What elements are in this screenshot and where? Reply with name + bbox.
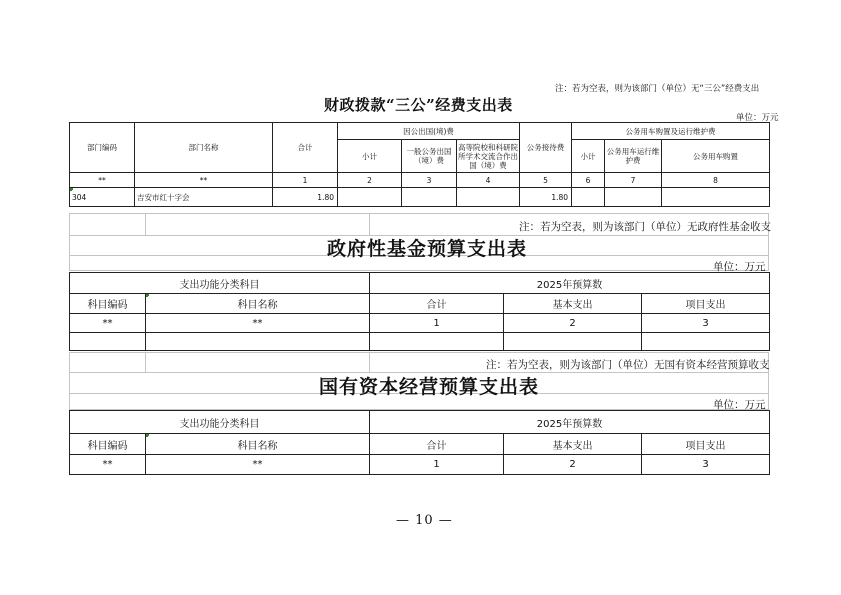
- table2-title: 政府性基金预算支出表: [327, 238, 528, 260]
- header-subtotal: 小计: [338, 140, 402, 173]
- header-budget-group: 2025年预算数: [370, 273, 770, 294]
- cell-marker-icon: [146, 434, 149, 437]
- index-cell: 1: [273, 173, 338, 188]
- header-subject-name: 科目名称: [146, 294, 370, 314]
- index-cell: 2: [504, 455, 642, 475]
- table-row-empty: [70, 333, 770, 351]
- table3-state-capital: [69, 410, 770, 475]
- table-row-data: [70, 188, 770, 207]
- index-cell: **: [135, 173, 273, 188]
- index-cell: 2: [504, 314, 642, 333]
- table1-note: 注：若为空表，则为该部门（单位）无“三公”经费支出: [555, 84, 760, 94]
- header-subject-name: 科目名称: [146, 434, 370, 455]
- header-total: 合计: [370, 294, 504, 314]
- index-cell: **: [70, 455, 146, 475]
- empty-cell: [642, 333, 770, 351]
- header-total: 合计: [273, 123, 338, 173]
- index-cell: 3: [402, 173, 457, 188]
- cell-academic-abroad: [457, 188, 520, 207]
- index-cell: 1: [370, 314, 504, 333]
- index-cell: 5: [520, 173, 572, 188]
- empty-cell: [370, 333, 504, 351]
- table-row-index: [70, 455, 770, 475]
- cell-vehicle-operation: [605, 188, 662, 207]
- table2-unit: 单位：万元: [713, 261, 766, 273]
- index-cell: **: [70, 173, 135, 188]
- table-row-index: [70, 173, 770, 188]
- index-cell: 3: [642, 455, 770, 475]
- header-general-abroad: 一般公务出国（境）费: [402, 140, 457, 173]
- frame-divider: [369, 352, 370, 372]
- header-func-class: 支出功能分类科目: [70, 273, 370, 294]
- header-project: 项目支出: [642, 434, 770, 455]
- index-cell: **: [70, 314, 146, 333]
- cell-subtotal: [338, 188, 402, 207]
- table1-title: 财政拨款“三公”经费支出表: [324, 96, 513, 114]
- index-cell: 4: [457, 173, 520, 188]
- table3-unit: 单位：万元: [713, 399, 766, 411]
- cell-dept-name: 吉安市红十字会: [135, 188, 273, 207]
- table2-gov-fund: [69, 272, 770, 351]
- table3-title: 国有资本经营预算支出表: [319, 376, 540, 398]
- header-func-class: 支出功能分类科目: [70, 411, 370, 434]
- empty-cell: [504, 333, 642, 351]
- table3-note: 注：若为空表，则为该部门（单位）无国有资本经营预算收支: [486, 359, 770, 371]
- cell-dept-code: 304: [70, 188, 135, 207]
- index-cell: 6: [572, 173, 605, 188]
- table-row-index: [70, 314, 770, 333]
- table2-note: 注：若为空表，则为该部门（单位）无政府性基金收支: [519, 221, 771, 233]
- header-vehicle-purchase: 公务用车购置: [662, 140, 770, 173]
- page-number: — 10 —: [396, 513, 453, 528]
- header-budget-group: 2025年预算数: [370, 411, 770, 434]
- index-cell: 3: [642, 314, 770, 333]
- header-vehicle-operation: 公务用车运行维护费: [605, 140, 662, 173]
- header-basic: 基本支出: [504, 294, 642, 314]
- index-cell: **: [146, 314, 370, 333]
- table1-sangong: [69, 122, 770, 207]
- index-cell: 7: [605, 173, 662, 188]
- header-abroad-group: 因公出国(境)费: [338, 123, 520, 140]
- table1-unit: 单位：万元: [736, 113, 779, 123]
- header-subject-code: 科目编码: [70, 294, 146, 314]
- frame-divider: [369, 213, 370, 235]
- cell-vehicle-purchase: [662, 188, 770, 207]
- empty-cell: [146, 333, 370, 351]
- header-vehicle-subtotal: 小计: [572, 140, 605, 173]
- cell-marker-icon: [146, 294, 149, 297]
- index-cell: 8: [662, 173, 770, 188]
- header-subject-code: 科目编码: [70, 434, 146, 455]
- cell-general-abroad: [402, 188, 457, 207]
- header-dept-code: 部门编码: [70, 123, 135, 173]
- frame-divider: [145, 352, 146, 372]
- cell-vehicle-subtotal: [572, 188, 605, 207]
- header-academic-abroad: 高等院校和科研院所学术交流合作出国（境）费: [457, 140, 520, 173]
- empty-cell: [70, 333, 146, 351]
- header-basic: 基本支出: [504, 434, 642, 455]
- header-total: 合计: [370, 434, 504, 455]
- cell-reception: 1.80: [520, 188, 572, 207]
- header-reception: 公务接待费: [520, 123, 572, 173]
- cell-marker-icon: [70, 188, 73, 191]
- frame-divider: [145, 213, 146, 235]
- index-cell: 2: [338, 173, 402, 188]
- cell-total: 1.80: [273, 188, 338, 207]
- index-cell: **: [146, 455, 370, 475]
- header-vehicle-group: 公务用车购置及运行维护费: [572, 123, 770, 140]
- index-cell: 1: [370, 455, 504, 475]
- header-dept-name: 部门名称: [135, 123, 273, 173]
- header-project: 项目支出: [642, 294, 770, 314]
